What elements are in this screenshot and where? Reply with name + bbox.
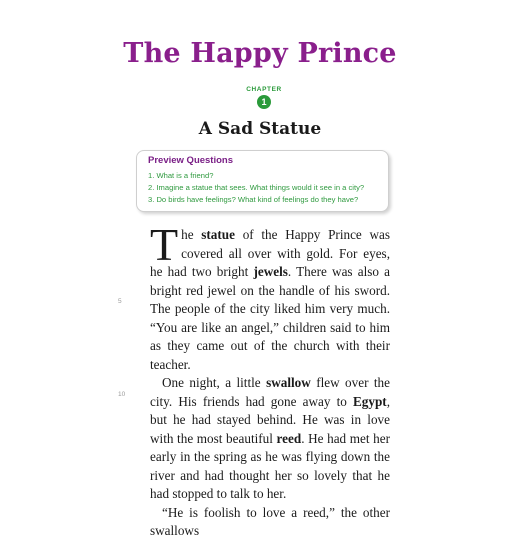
chapter-label: CHAPTER (246, 86, 282, 93)
chapter-title: A Sad Statue (198, 119, 322, 139)
paragraph-3: “He is foolish to love a reed,” the other swallows (150, 504, 390, 538)
paragraph-1 (150, 219, 391, 374)
glossary-word: statue (201, 227, 235, 242)
preview-question: 2. Imagine a statue that sees. What things would it see in a city? (148, 183, 365, 192)
preview-question: 1. What is a friend? (148, 171, 214, 180)
chapter-number: 1 (257, 95, 271, 109)
chapter-badge (244, 86, 284, 116)
line-number: 5 (118, 298, 122, 305)
drop-cap: T (150, 219, 179, 270)
glossary-word: Egypt (352, 393, 387, 409)
preview-question: 3. Do birds have feelings? What kind of feelings do they have? (148, 195, 359, 204)
preview-questions-box (136, 150, 389, 212)
glossary-word: reed (276, 430, 302, 446)
paragraph-1-body: he statue of the Happy Prince was covered all over with gold. For eyes, he had two bright jewels. There was also a bright red jewel on the handle of his sword. The people of the city liked him very much. “You are like an angel,” children said to him as they came out of the church with their teacher. (150, 227, 391, 372)
story-text (150, 219, 391, 541)
paragraph-2: One night, a little swallow flew over the city. His friends had gone away to Egypt, but he had stayed behind. He was in love with the most beautiful reed. He had met her early in the spring as he was flying down the river and had thought her so lovely that he had stopped to talk to her. (150, 375, 391, 501)
book-title: The Happy Prince (123, 38, 397, 69)
preview-heading: Preview Questions (148, 155, 234, 166)
line-number: 10 (118, 391, 126, 398)
glossary-word: jewels (253, 264, 288, 279)
glossary-word: swallow (266, 375, 311, 390)
preview-question-list (148, 170, 364, 206)
